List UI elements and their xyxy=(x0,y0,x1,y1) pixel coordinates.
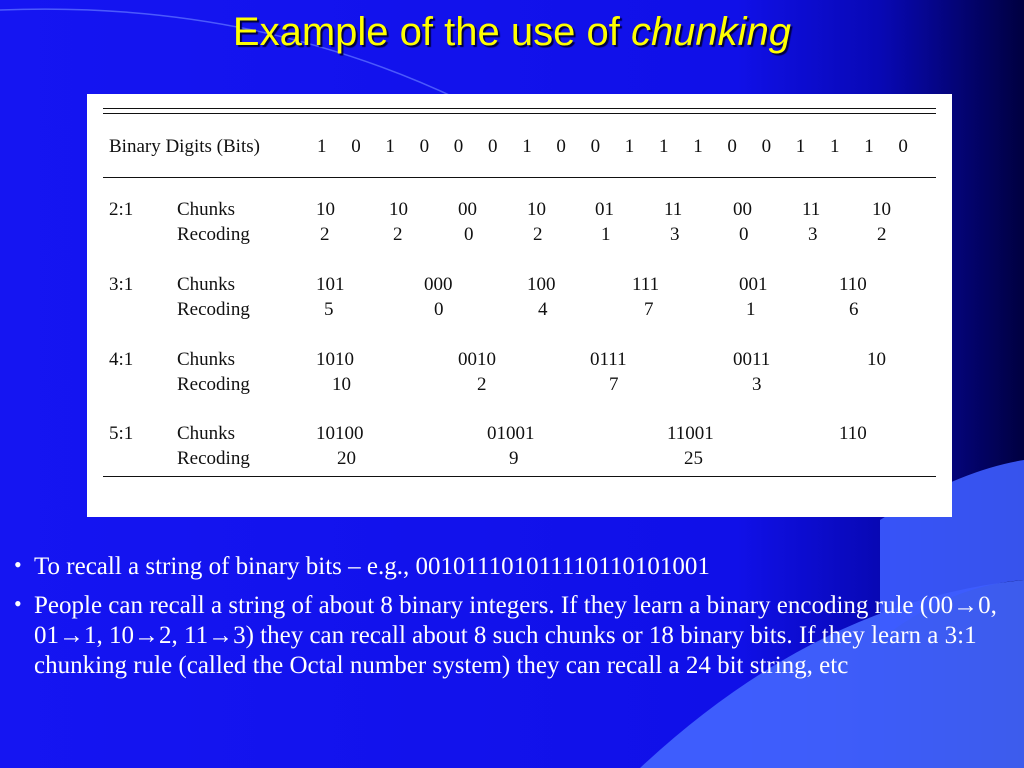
bullet-item xyxy=(14,591,1014,681)
bullet-dot-icon: • xyxy=(14,552,22,577)
bit-value: 0 xyxy=(556,136,566,157)
bit-value: 1 xyxy=(522,136,532,157)
chunk-value: 0010 xyxy=(458,349,496,370)
bit-value: 1 xyxy=(864,136,874,157)
bit-value: 1 xyxy=(659,136,669,157)
group-ratio: 2:1 xyxy=(109,199,134,220)
bit-value: 1 xyxy=(795,136,806,157)
bit-value: 1 xyxy=(693,136,703,157)
chunk-value: 11001 xyxy=(667,423,714,444)
bits-header-label: Binary Digits (Bits) xyxy=(109,136,260,157)
group-ratio: 3:1 xyxy=(109,274,134,295)
chunk-value: 01001 xyxy=(487,423,535,444)
chunks-label: Chunks xyxy=(177,423,236,444)
chunk-value: 10 xyxy=(872,199,891,220)
chunk-value: 10 xyxy=(389,199,408,220)
bit-value: 0 xyxy=(590,136,601,157)
table-bottom-rule xyxy=(103,476,936,477)
bit-value: 0 xyxy=(761,136,772,157)
recoding-value: 0 xyxy=(434,299,444,320)
recoding-value: 20 xyxy=(337,448,356,469)
chunk-value: 1010 xyxy=(316,349,354,370)
chunks-label: Chunks xyxy=(177,274,236,295)
recoding-label: Recoding xyxy=(177,299,250,320)
slide-title xyxy=(0,10,1024,55)
recoding-value: 2 xyxy=(533,224,543,245)
chunk-value: 00 xyxy=(458,199,477,220)
bullet-dot-icon: • xyxy=(14,591,22,616)
chunk-value: 101 xyxy=(316,274,345,295)
bit-value: 0 xyxy=(419,136,430,157)
recoding-value: 2 xyxy=(877,224,887,245)
recoding-value: 2 xyxy=(393,224,403,245)
recoding-value: 3 xyxy=(808,224,818,245)
recoding-value: 3 xyxy=(670,224,680,245)
chunk-value: 0111 xyxy=(590,349,627,370)
chunk-value: 100 xyxy=(527,274,556,295)
chunk-value: 10 xyxy=(316,199,335,220)
bullet-text: People can recall a string of about 8 binary integers. If they learn a binary encoding rule (00→0, 01→1, 10→2, 11→3) they can recall about 8 such chunks or 18 binary bits. If they learn a 3:1 chunking rule (called the Octal number system) they can recall a 24 bit string, etc xyxy=(34,592,997,679)
chunk-value: 10 xyxy=(867,349,886,370)
recoding-value: 0 xyxy=(739,224,749,245)
recoding-value: 5 xyxy=(324,299,334,320)
bit-value: 1 xyxy=(830,136,840,157)
chunk-value: 110 xyxy=(839,274,867,295)
recoding-value: 1 xyxy=(601,224,611,245)
recoding-value: 7 xyxy=(644,299,654,320)
bit-value: 0 xyxy=(488,136,498,157)
chunk-value: 11 xyxy=(664,199,683,220)
table-header-rule xyxy=(103,177,936,178)
bit-value: 1 xyxy=(317,136,327,157)
bullet-item xyxy=(14,552,1014,582)
chunk-value: 000 xyxy=(424,274,453,295)
recoding-label: Recoding xyxy=(177,224,250,245)
bit-value: 0 xyxy=(453,136,464,157)
recoding-value: 9 xyxy=(509,448,519,469)
bit-value: 0 xyxy=(727,136,737,157)
recoding-value: 7 xyxy=(609,374,619,395)
chunks-label: Chunks xyxy=(177,199,236,220)
recoding-value: 2 xyxy=(477,374,487,395)
title-text: Example of the use of xyxy=(232,10,631,54)
chunk-value: 11 xyxy=(802,199,821,220)
chunk-value: 10 xyxy=(527,199,546,220)
recoding-label: Recoding xyxy=(177,374,250,395)
bit-value: 1 xyxy=(385,136,395,157)
group-ratio: 5:1 xyxy=(109,423,134,444)
chunking-table-panel xyxy=(87,94,952,517)
chunk-value: 00 xyxy=(733,199,752,220)
group-ratio: 4:1 xyxy=(109,349,134,370)
recoding-value: 2 xyxy=(320,224,330,245)
recoding-value: 4 xyxy=(538,299,548,320)
recoding-label: Recoding xyxy=(177,448,250,469)
chunk-value: 01 xyxy=(595,199,614,220)
recoding-value: 6 xyxy=(849,299,859,320)
chunk-value: 001 xyxy=(739,274,768,295)
recoding-value: 0 xyxy=(464,224,474,245)
bit-value: 0 xyxy=(351,136,361,157)
chunks-label: Chunks xyxy=(177,349,236,370)
bullet-list xyxy=(14,552,1014,690)
chunk-value: 111 xyxy=(632,274,660,295)
recoding-value: 3 xyxy=(752,374,762,395)
recoding-value: 1 xyxy=(746,299,756,320)
bullet-text: To recall a string of binary bits – e.g., 001011101011110110101001 xyxy=(34,553,710,580)
recoding-value: 25 xyxy=(684,448,703,469)
title-emphasis: chunking xyxy=(630,10,792,54)
table-top-rule-1 xyxy=(103,108,936,109)
chunk-value: 10100 xyxy=(316,423,364,444)
table-top-rule-2 xyxy=(103,113,936,114)
chunk-value: 110 xyxy=(839,423,867,444)
chunk-value: 0011 xyxy=(733,349,771,370)
recoding-value: 10 xyxy=(332,374,351,395)
bit-value: 0 xyxy=(898,136,908,157)
bit-value: 1 xyxy=(624,136,635,157)
